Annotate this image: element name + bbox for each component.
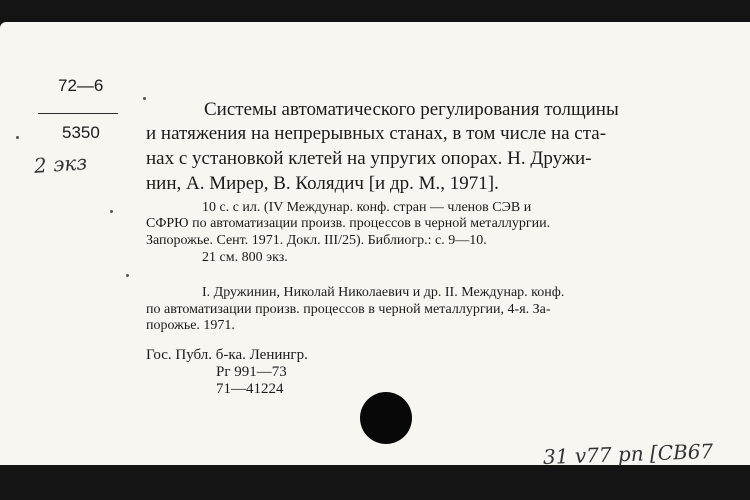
description-line: Запорожье. Сент. 1971. Докл. III/25). Библиогр.: с. 9—10. [146, 233, 487, 248]
library-name: Гос. Публ. б-ка. Ленингр. [146, 347, 308, 363]
description-line: СФРЮ по автоматизации произв. процессов в черной металлургии. [146, 216, 551, 231]
tracing-line: I. Дружинин, Николай Николаевич и др. II. Междунар. конф. [202, 285, 565, 300]
handwritten-copies-note: 2 экз [33, 150, 88, 178]
speck [110, 210, 113, 213]
tracing-line: по автоматизации произв. процессов в черной металлургии, 4-я. За- [146, 302, 551, 317]
handwritten-footer-note: 31 v77 pn [СВ67 [542, 439, 714, 469]
speck [16, 136, 19, 139]
speck [126, 274, 129, 277]
tracing-line: порожье. 1971. [146, 318, 235, 333]
inventory-number: 5350 [62, 123, 100, 142]
library-code: Рг 991—73 [216, 364, 287, 380]
library-accession: 71—41224 [216, 381, 284, 397]
shelf-number: 72—6 [58, 76, 104, 95]
punch-hole [360, 392, 412, 444]
title-line: Системы автоматического регулирования толщины [204, 99, 619, 120]
title-line: нин, А. Мирер, В. Колядич [и др. М., 1971]. [146, 173, 499, 194]
speck [143, 97, 146, 100]
description-line: 21 см. 800 экз. [202, 250, 288, 265]
title-line: нах с установкой клетей на упругих опорах. Н. Дружи- [146, 148, 592, 169]
divider-rule [38, 113, 118, 114]
description-line: 10 с. с ил. (IV Междунар. конф. стран — членов СЭВ и [202, 200, 532, 215]
title-line: и натяжения на непрерывных станах, в том числе на ста- [146, 123, 607, 144]
